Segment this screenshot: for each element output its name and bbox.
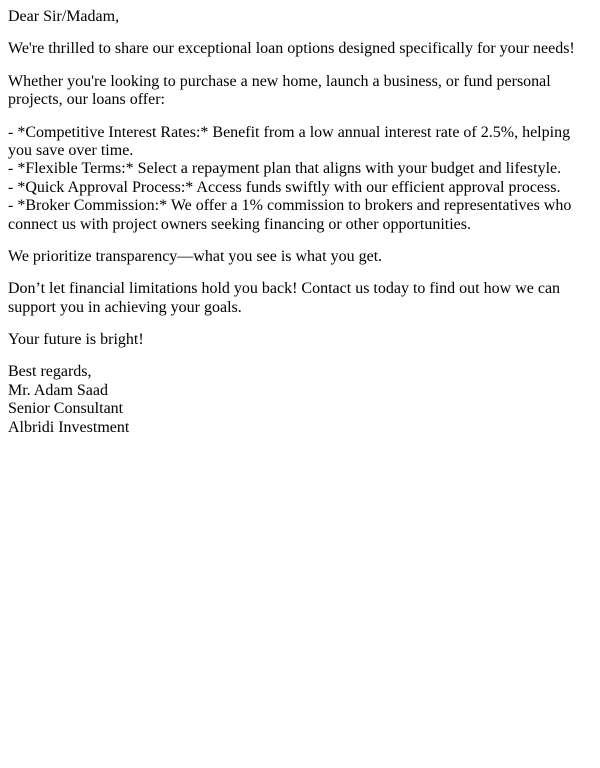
transparency-paragraph: We prioritize transparency—what you see is what you get. — [8, 247, 383, 265]
closing-line: Your future is bright! — [8, 331, 144, 349]
sender-name: Mr. Adam Saad — [8, 381, 108, 399]
list-item: - *Competitive Interest Rates:* Benefit from a low annual interest rate of 2.5%, helping you save over time. — [8, 123, 571, 159]
benefits-list — [8, 124, 592, 234]
call-to-action-paragraph: Don’t let financial limitations hold you back! Contact us today to find out how we can support you in achieving your goals. — [8, 280, 561, 316]
sender-company: Albridi Investment — [8, 418, 130, 436]
list-item: - *Flexible Terms:* Select a repayment plan that aligns with your budget and lifestyle. — [8, 160, 562, 178]
signature-block — [8, 363, 592, 437]
list-item: - *Quick Approval Process:* Access funds swiftly with our efficient approval process. — [8, 178, 561, 196]
salutation: Dear Sir/Madam, — [8, 8, 120, 25]
sender-title: Senior Consultant — [8, 400, 124, 418]
signoff: Best regards, — [8, 363, 92, 381]
intro-paragraph: We're thrilled to share our exceptional loan options designed specifically for your needs! — [8, 40, 575, 58]
list-item: - *Broker Commission:* We offer a 1% commission to brokers and representatives who connect us with project owners seeking financing or other opportunities. — [8, 197, 572, 233]
purpose-paragraph: Whether you're looking to purchase a new home, launch a business, or fund personal projects, our loans offer: — [8, 72, 551, 109]
